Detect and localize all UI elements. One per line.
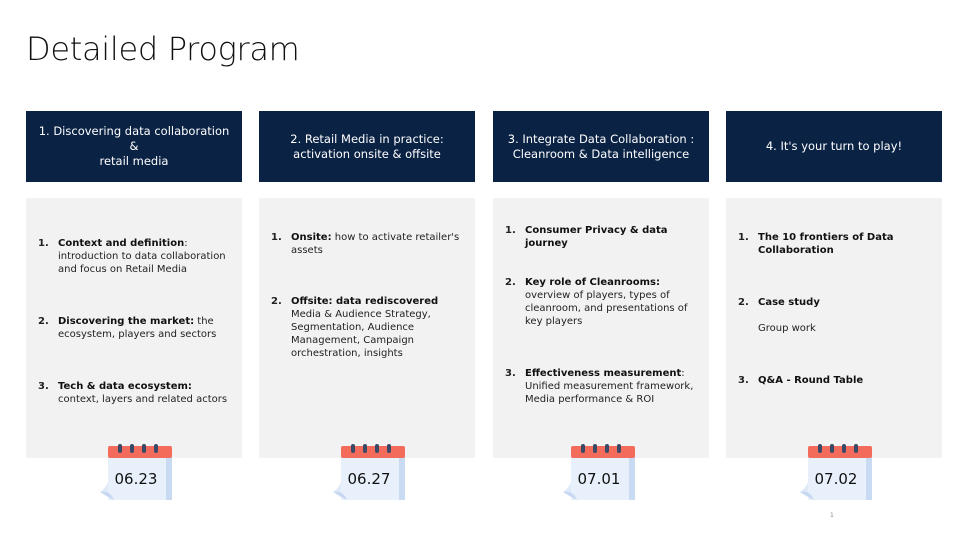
calendar-icon <box>96 444 176 500</box>
list-item <box>271 295 465 360</box>
program-column-4 <box>726 111 942 488</box>
item-title: Case study <box>758 297 820 308</box>
item-title: Offsite: data rediscovered <box>291 296 439 307</box>
item-number: 2. <box>38 316 49 327</box>
list-item <box>38 380 232 406</box>
item-number: 3. <box>738 375 749 386</box>
item-number: 2. <box>271 296 282 307</box>
list-item <box>505 367 699 406</box>
item-number: 1. <box>38 238 49 249</box>
item-title: Context and definition <box>58 238 185 249</box>
item-description: : introduction to data collaboration and focus on Retail Media <box>58 238 226 275</box>
session-date: 06.27 <box>347 470 391 488</box>
list-item <box>505 276 699 328</box>
item-title: The 10 frontiers of Data Collaboration <box>758 232 894 256</box>
item-description: : Unified measurement framework, Media performance & ROI <box>525 368 694 405</box>
item-title: Key role of Cleanrooms: <box>525 277 661 288</box>
list-item <box>505 224 699 250</box>
column-header <box>726 111 942 182</box>
column-body <box>726 198 942 458</box>
column-body <box>26 198 242 458</box>
program-column-3 <box>493 111 709 488</box>
calendar-icon <box>329 444 409 500</box>
item-title: Discovering the market: <box>58 316 195 327</box>
item-title: Onsite: <box>291 232 332 243</box>
session-date: 06.23 <box>114 470 158 488</box>
item-title: Q&A - Round Table <box>758 375 864 386</box>
item-number: 1. <box>738 232 749 243</box>
session-date: 07.01 <box>577 470 621 488</box>
session-date: 07.02 <box>814 470 858 488</box>
program-column-2 <box>259 111 475 488</box>
column-header-text: 4. It's your turn to play! <box>765 139 903 153</box>
program-column-1 <box>26 111 242 488</box>
item-number: 3. <box>38 381 49 392</box>
item-subtext: Group work <box>758 323 816 334</box>
item-title: Tech & data ecosystem: <box>58 381 192 392</box>
list-item <box>38 315 232 341</box>
item-title: Effectiveness measurement <box>525 368 682 379</box>
column-header <box>26 111 242 182</box>
item-number: 3. <box>505 368 516 379</box>
item-description: overview of players, types of cleanroom, and presentations of key players <box>525 290 688 327</box>
list-item <box>738 374 932 387</box>
list-item <box>738 231 932 257</box>
column-body <box>493 198 709 458</box>
column-header-text: 1. Discovering data collaboration & retail media <box>38 124 230 168</box>
calendar-icon <box>559 444 639 500</box>
column-header <box>259 111 475 182</box>
column-header <box>493 111 709 182</box>
column-header-text: 2. Retail Media in practice: activation onsite & offsite <box>290 131 444 161</box>
calendar-icon <box>796 444 876 500</box>
list-item <box>738 296 932 335</box>
item-number: 1. <box>271 232 282 243</box>
item-number: 1. <box>505 225 516 236</box>
column-body <box>259 198 475 458</box>
page-number: 1 <box>830 512 834 519</box>
item-description: context, layers and related actors <box>58 394 228 405</box>
list-item <box>38 237 232 276</box>
item-title: Consumer Privacy & data journey <box>525 225 668 249</box>
item-description: how to activate retailer's assets <box>291 232 460 256</box>
item-number: 2. <box>505 277 516 288</box>
item-description: the ecosystem, players and sectors <box>58 316 217 340</box>
item-number: 2. <box>738 297 749 308</box>
item-description: Media & Audience Strategy, Segmentation, Audience Management, Campaign orchestration, insights <box>291 309 431 359</box>
page-title: Detailed Program <box>26 30 300 68</box>
list-item <box>271 231 465 257</box>
column-header-text: 3. Integrate Data Collaboration : Cleanroom & Data intelligence <box>507 131 695 161</box>
